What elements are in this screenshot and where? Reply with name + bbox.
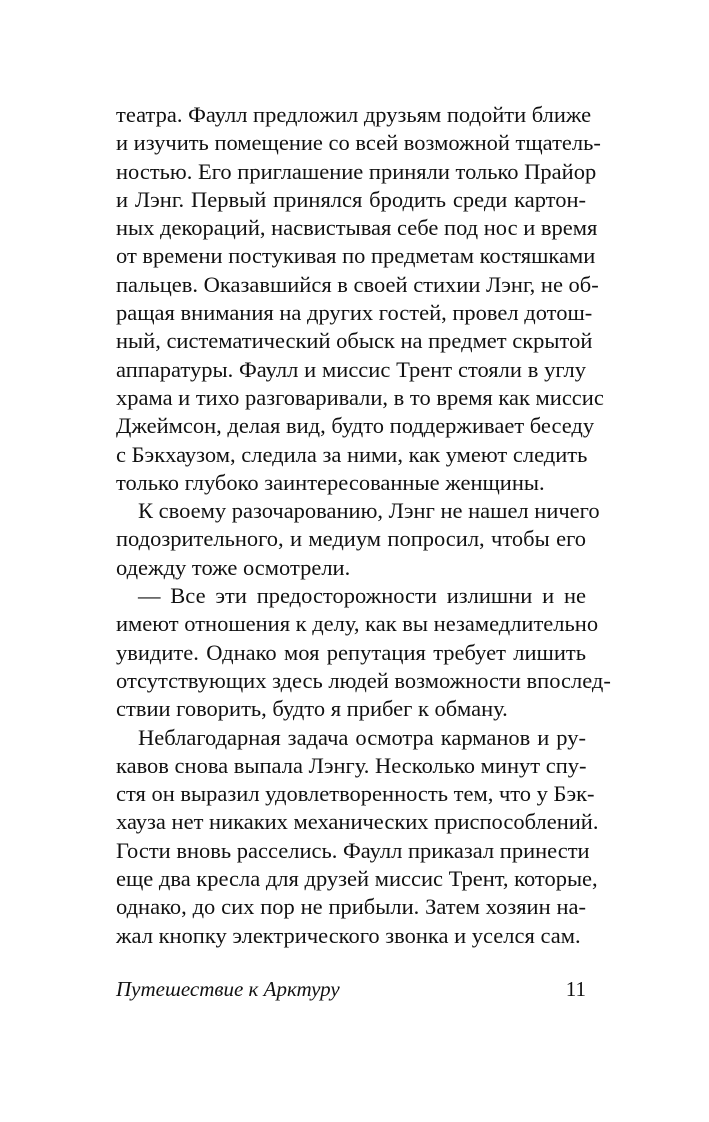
text-line: Гости вновь расселись. Фаулл приказал принести [116,837,590,863]
text-line: стя он выразил удовлетворенность тем, что у Бэк- [116,781,595,807]
text-line: с Бэкхаузом, следила за ними, как умеют следить [116,441,588,467]
text-line: ный, систематический обыск на предмет скрытой [116,328,593,354]
text-line: ных декораций, насвистывая себе под нос и время [116,215,598,241]
main-text [116,101,611,950]
text-line: от времени постукивая по предметам костяшками [116,243,596,269]
running-title: Путешествие к Арктуру [116,977,340,1001]
text-line: театра. Фаулл предложил друзьям подойти ближе [116,102,592,127]
text-line: и изучить помещение со всей возможной тщатель- [116,130,601,156]
text-line: пальцев. Оказавшийся в своей стихии Лэнг, не об- [116,271,599,297]
text-line: хауза нет никаких механических приспособлений. [116,809,599,835]
paragraph-1 [116,101,604,497]
text-line: увидите. Однако моя репутация требует лишить [116,639,586,665]
text-line: Неблагодарная задача осмотра карманов и ру- [138,724,586,750]
text-line: К своему разочарованию, Лэнг не нашел ничего [138,498,600,524]
paragraph-3-dialogue [116,582,611,723]
text-line: однако, до сих пор не прибыли. Затем хозяин на- [116,894,586,920]
text-line: аппаратуры. Фаулл и миссис Трент стояли в углу [116,356,586,382]
text-line: Джеймсон, делая вид, будто поддерживает беседу [116,413,595,439]
text-line: и Лэнг. Первый принялся бродить среди картон- [116,186,586,212]
text-line: ствии говорить, будто я прибег к обману. [116,696,508,722]
text-line: ращая внимания на других гостей, провел дотош- [116,300,593,326]
page-number: 11 [565,977,586,1001]
text-line: только глубоко заинтересованные женщины. [116,469,545,495]
text-line: одежду тоже осмотрели. [116,554,351,580]
page-footer [116,974,586,1004]
paragraph-2 [116,497,600,582]
text-line: храма и тихо разговаривали, в то время как миссис [116,384,604,410]
text-line: отсутствующих здесь людей возможности впослед- [116,667,611,693]
text-line: ностью. Его приглашение приняли только Прайор [116,158,597,184]
text-line: еще два кресла для друзей миссис Трент, которые, [116,866,598,892]
text-line: имеют отношения к делу, как вы незамедлительно [116,611,599,637]
text-line: кавов снова выпала Лэнгу. Несколько минут спу- [116,752,587,778]
paragraph-4 [116,724,599,950]
text-line: — Все эти предосторожности излишни и не [138,583,586,609]
text-line: жал кнопку электрического звонка и уселся сам. [116,922,581,948]
text-line: подозрительного, и медиум попросил, чтобы его [116,526,586,552]
